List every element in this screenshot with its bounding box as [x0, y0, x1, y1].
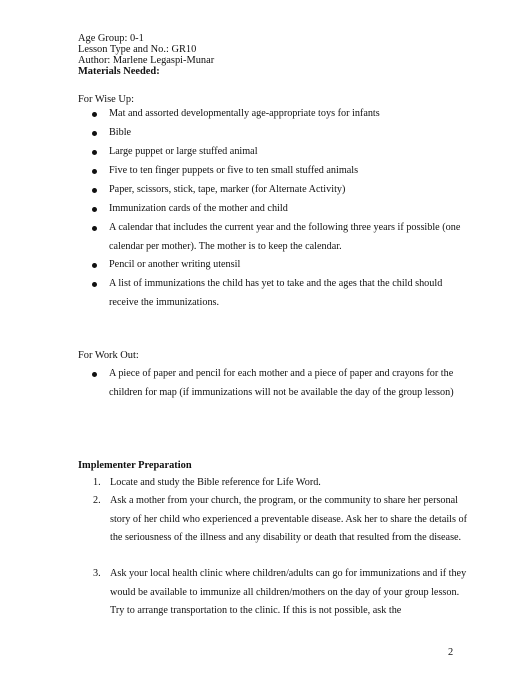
bullet-icon [92, 372, 97, 377]
materials-heading: Materials Needed: [78, 66, 160, 77]
bullet-icon [92, 207, 97, 212]
bullet-icon [92, 150, 97, 155]
author: Author: Marlene Legaspi-Munar [78, 55, 215, 66]
bullet-icon [92, 112, 97, 117]
implementer-heading: Implementer Preparation [78, 460, 192, 471]
wise-up-heading: For Wise Up: [78, 94, 134, 105]
bullet-icon [92, 169, 97, 174]
bullet-icon [92, 131, 97, 136]
lesson-type: Lesson Type and No.: GR10 [78, 44, 197, 55]
work-out-heading: For Work Out: [78, 350, 139, 361]
bullet-icon [92, 188, 97, 193]
document-page: Age Group: 0-1 Lesson Type and No.: GR10 Author: Marlene Legaspi-Munar Materials Needed: For Wise Up: Mat and assorted developmentally age-appropriate toys for infants Bible Large puppet or large stuffed animal Five to ten finger puppets or five to ten small stuffed animals Paper, scissors, stick, tape, marker (for Alternate Activity) Immunization cards of the mother and child A calendar that includes the current year and the following three years if possible (one calendar per mother). The mother is to keep the calendar. Pencil or another writing utensil A list of immunizations the child has yet to take and the ages that the child should receive the immunizations. For Work Out: A piece of paper and pencil for each mother and a piece of paper and crayons for the children for map (if immunizations will not be available the day of the group lesson) Implementer Preparation 1. Locate and study the Bible reference for Life Word. 2. Ask a mother from your church, the program, or the community to share her personal story of her child who experienced a preventable disease. Ask her to share the details of the seriousness of the illness and any disability or death that resulted from the disease. 3. Ask your local health clinic where children/adults can go for immunizations and if they would be available to immunize all children/mothers on the day of your group lesson. Try to arrange transportation to the clinic. If this is not possible, ask the 2 [78, 33, 467, 658]
bullet-icon [92, 226, 97, 231]
bullet-icon [92, 282, 97, 287]
page-number: 2 [448, 647, 454, 658]
bullet-icon [92, 263, 97, 268]
age-group: Age Group: 0-1 [78, 33, 144, 44]
